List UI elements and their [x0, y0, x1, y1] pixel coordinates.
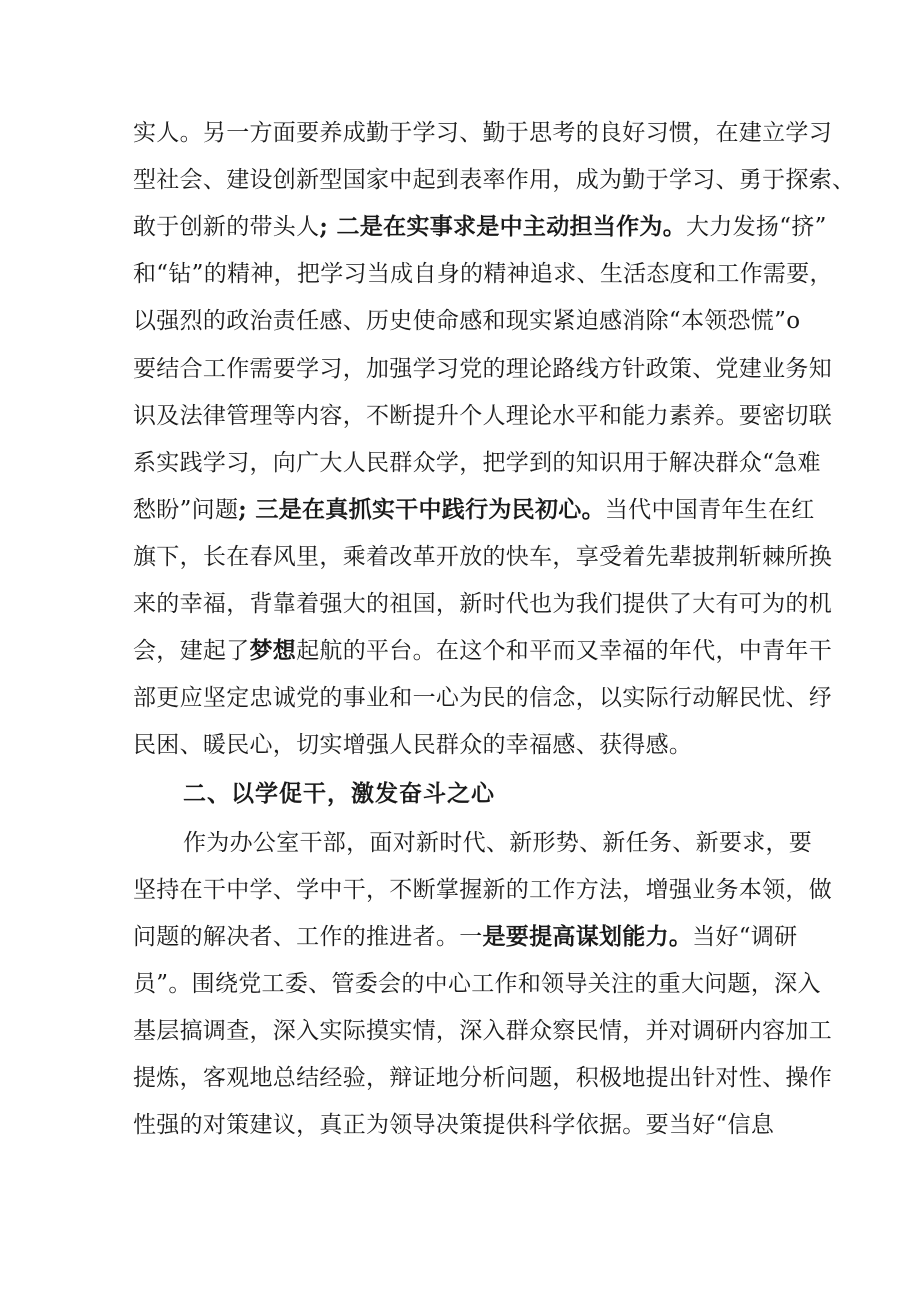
- text-line: [133, 682, 832, 714]
- text-line: [133, 921, 797, 953]
- text-segment: 当好“调研: [692, 924, 798, 950]
- text-segment: 会，建起了: [133, 638, 250, 664]
- text-segment: 识及法律管理等内容，不断提升个人理论水平和能力素养。要密切联: [133, 403, 832, 429]
- text-segment: 愁盼”问题: [133, 497, 239, 523]
- text-line: [133, 635, 832, 667]
- text-segment: 大力发扬“挤”: [686, 214, 827, 240]
- text-line: [133, 729, 692, 761]
- text-line: [133, 353, 832, 385]
- text-segment: 系实践学习，向广大人民群众学，把学到的知识用于解决群众“急难: [133, 450, 821, 476]
- text-line: [133, 211, 827, 243]
- bold-text: ; 三是在真抓实干中践行为民初心。: [238, 496, 605, 523]
- text-line: [133, 494, 815, 526]
- bold-text: 梦想: [249, 637, 297, 664]
- text-line: [133, 874, 832, 906]
- text-segment: 作为办公室干部，面对新时代、新形势、新任务、新要求，要: [183, 830, 813, 856]
- text-segment: 以强烈的政治责任感、历史使命感和现实紧迫感消除“本领恐慌”o: [133, 308, 801, 334]
- text-line: [133, 258, 833, 290]
- text-segment: 当代中国青年生在红: [604, 497, 815, 523]
- bold-text: 是要提高谋划能力。: [482, 923, 693, 950]
- text-segment: 基层搞调查，深入实际摸实情，深入群众察民情，并对调研内容加工: [133, 1018, 832, 1044]
- text-line: [133, 117, 832, 149]
- text-line: [133, 164, 855, 196]
- text-segment: 性强的对策建议，真正为领导决策提供科学依据。要当好“信息: [133, 1112, 775, 1138]
- bold-text: ; 二是在实事求是中主动担当作为。: [319, 213, 687, 240]
- text-segment: 旗下，长在春风里，乘着改革开放的快车，享受着先辈披荆斩棘所换: [133, 544, 832, 570]
- text-line: [133, 1109, 774, 1141]
- text-line: [133, 588, 832, 620]
- text-line: [133, 1062, 832, 1094]
- text-line: [183, 827, 812, 859]
- text-segment: 二、以学促干，激发奋斗之心: [183, 780, 495, 807]
- text-segment: 起航的平台。在这个和平而又幸福的年代，中青年干: [296, 638, 833, 664]
- text-line: [133, 305, 800, 337]
- section-heading: [183, 778, 495, 810]
- text-line: [133, 1015, 832, 1047]
- text-segment: 部更应坚定忠诚党的事业和一心为民的信念，以实际行动解民忧、纾: [133, 685, 832, 711]
- text-segment: 提炼，客观地总结经验，辩证地分析问题，积极地提出针对性、操作: [133, 1065, 832, 1091]
- text-segment: 员”。围绕党工委、管委会的中心工作和领导关注的重大问题，深入: [133, 971, 821, 997]
- text-line: [133, 447, 821, 479]
- text-segment: 和“钻”的精神，把学习当成自身的精神追求、生活态度和工作需要，: [133, 261, 833, 287]
- text-line: [133, 541, 832, 573]
- text-segment: 要结合工作需要学习，加强学习党的理论路线方针政策、党建业务知: [133, 356, 832, 382]
- text-line: [133, 400, 832, 432]
- text-line: [133, 968, 821, 1000]
- text-segment: 敢于创新的带头人: [133, 214, 320, 240]
- text-segment: 型社会、建设创新型国家中起到表率作用，成为勤于学习、勇于探索、: [133, 167, 856, 193]
- text-segment: 实人。另一方面要养成勤于学习、勤于思考的良好习惯，在建立学习: [133, 120, 832, 146]
- text-segment: 民困、暖民心，切实增强人民群众的幸福感、获得感。: [133, 732, 693, 758]
- text-segment: 问题的解决者、工作的推进者。一: [133, 924, 483, 950]
- text-segment: 坚持在干中学、学中干，不断掌握新的工作方法，增强业务本领，做: [133, 877, 832, 903]
- text-segment: 来的幸福，背靠着强大的祖国，新时代也为我们提供了大有可为的机: [133, 591, 832, 617]
